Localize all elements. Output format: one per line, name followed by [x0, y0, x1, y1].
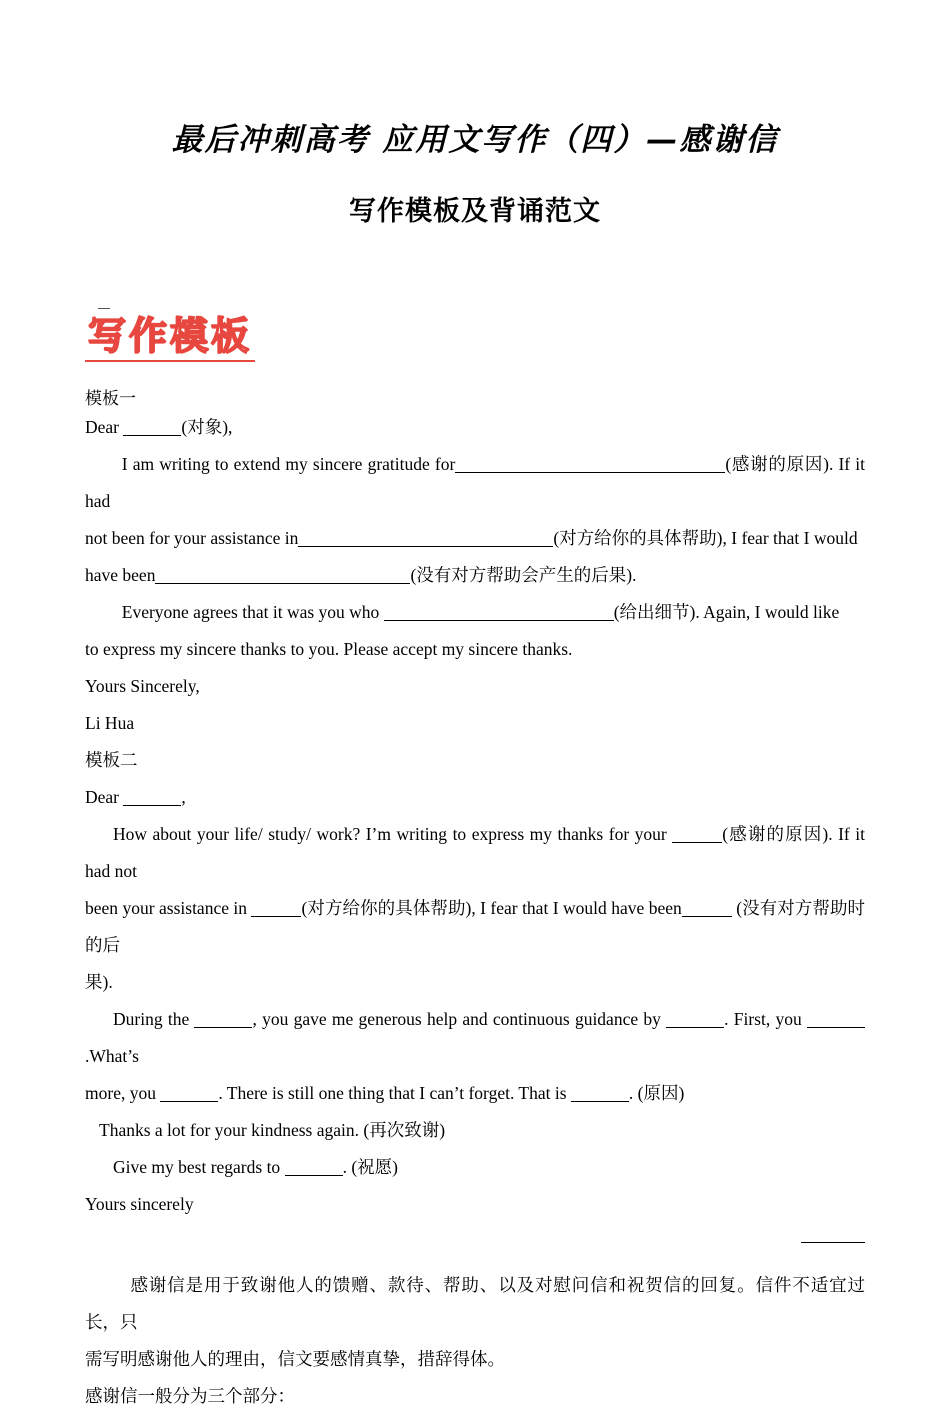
t2-line-5: [85, 1075, 865, 1112]
t1-line-4-text-a: Everyone agrees that it was you who: [121, 602, 380, 622]
t2-line-2: [85, 890, 865, 964]
t1-line-1-blank: [455, 455, 725, 473]
note-paragraph-1-text: 感谢信是用于致谢他人的馈赠、款待、帮助、以及对慰问信和祝贺信的回复。信件不适宜过长，只: [85, 1275, 865, 1332]
t2-line-7-text-a: Give my best regards to: [113, 1157, 285, 1177]
t2-line-1: [85, 816, 865, 890]
t1-line-4-text-b: (给出细节). Again, I would like: [613, 602, 840, 622]
t2-line-5-blank-2: [571, 1084, 629, 1102]
page-subtitle: 写作模板及背诵范文: [349, 196, 601, 227]
t1-line-3: [85, 557, 865, 594]
t2-line-6: Thanks a lot for your kindness again. (再次致谢): [99, 1120, 446, 1140]
t2-line-4-blank-2: [666, 1010, 724, 1028]
template-two-label: 模板二: [85, 750, 138, 770]
t2-line-5-text-c: . (原因): [628, 1083, 685, 1103]
t2-signature-blank-wrap: [85, 1225, 865, 1245]
t2-line-5-text-b: . There is still one thing that I can’t forget. That is: [218, 1083, 571, 1103]
t1-line-4: [85, 594, 865, 631]
t1-line-1-text-a: I am writing to extend my sincere gratitude for: [121, 454, 456, 474]
t1-line-1-text-b: (感谢的原因). If it had: [85, 454, 865, 511]
t1-line-5: to express my sincere thanks to you. Please accept my sincere thanks.: [85, 639, 573, 659]
t1-line-2-blank: [298, 529, 553, 547]
section-heading: 写作模板: [85, 314, 255, 362]
t1-line-3-text-a: have been: [85, 565, 156, 585]
t2-line-2-blank-2: [682, 899, 732, 917]
page-title: 最后冲刺高考 应用文写作（四）—感谢信: [171, 122, 779, 158]
t1-line-2-text-b: (对方给你的具体帮助), I fear that I would: [553, 528, 858, 548]
t2-salutation-prefix: Dear: [85, 787, 124, 807]
t1-signature: Li Hua: [85, 713, 135, 733]
t1-salutation-blank: [123, 418, 181, 436]
t2-salutation-blank: [123, 788, 181, 806]
t2-line-4-text-b: , you gave me generous help and continuous guidance by: [252, 1009, 667, 1029]
t2-line-4-blank-3: [807, 1010, 865, 1028]
t2-salutation-post: ,: [181, 787, 186, 807]
t2-line-1-blank: [672, 825, 722, 843]
t2-line-5-blank-1: [160, 1084, 218, 1102]
t2-line-4-blank-1: [194, 1010, 252, 1028]
t2-line-1-text-a: How about your life/ study/ work? I’m writing to express my thanks for your: [113, 824, 673, 844]
t2-line-1-text-b: (感谢的原因). If it had not: [85, 824, 865, 881]
t2-line-2-blank-1: [251, 899, 301, 917]
t1-line-3-blank: [155, 566, 410, 584]
t1-salutation-note: (对象),: [181, 417, 233, 437]
t1-line-2-text-a: not been for your assistance in: [85, 528, 299, 548]
t2-line-4: [85, 1001, 865, 1075]
note-paragraph-3: 感谢信一般分为三个部分：: [85, 1386, 295, 1406]
t2-line-7-text-b: . (祝愿): [342, 1157, 398, 1177]
t2-line-4-text-d: .What’s: [85, 1046, 139, 1066]
t2-salutation: [85, 779, 865, 816]
t2-line-2-text-c: (没有对方帮助时的后: [85, 898, 866, 955]
t2-line-2-text-b: (对方给你的具体帮助), I fear that I would have been: [301, 898, 682, 918]
t2-line-4-text-c: . First, you: [724, 1009, 807, 1029]
t2-line-4-text-a: During the: [113, 1009, 195, 1029]
t1-line-4-blank: [384, 603, 614, 621]
t2-closing: Yours sincerely: [85, 1194, 194, 1214]
t2-signature-blank: [801, 1225, 865, 1243]
note-block: [85, 1267, 865, 1415]
section-heading-container: [85, 314, 865, 370]
t1-salutation-prefix: Dear: [85, 417, 124, 437]
note-paragraph-1: [85, 1267, 865, 1341]
t1-closing: Yours Sincerely,: [85, 676, 200, 696]
template-one-label: 模板一: [85, 389, 136, 408]
t2-line-3: 果).: [85, 972, 113, 992]
t1-line-3-text-b: (没有对方帮助会产生的后果).: [410, 565, 637, 585]
t1-line-1: [85, 446, 865, 520]
t1-salutation: [85, 409, 865, 446]
t2-line-2-text-a: been your assistance in: [85, 898, 252, 918]
note-paragraph-2: 需写明感谢他人的理由，信文要感情真挚，措辞得体。: [85, 1349, 505, 1369]
t1-line-2: [85, 520, 865, 557]
t2-line-7: [85, 1149, 865, 1186]
t2-line-5-text-a: more, you: [85, 1083, 161, 1103]
t2-line-7-blank: [285, 1158, 343, 1176]
heading-tick-mark: [98, 308, 110, 309]
